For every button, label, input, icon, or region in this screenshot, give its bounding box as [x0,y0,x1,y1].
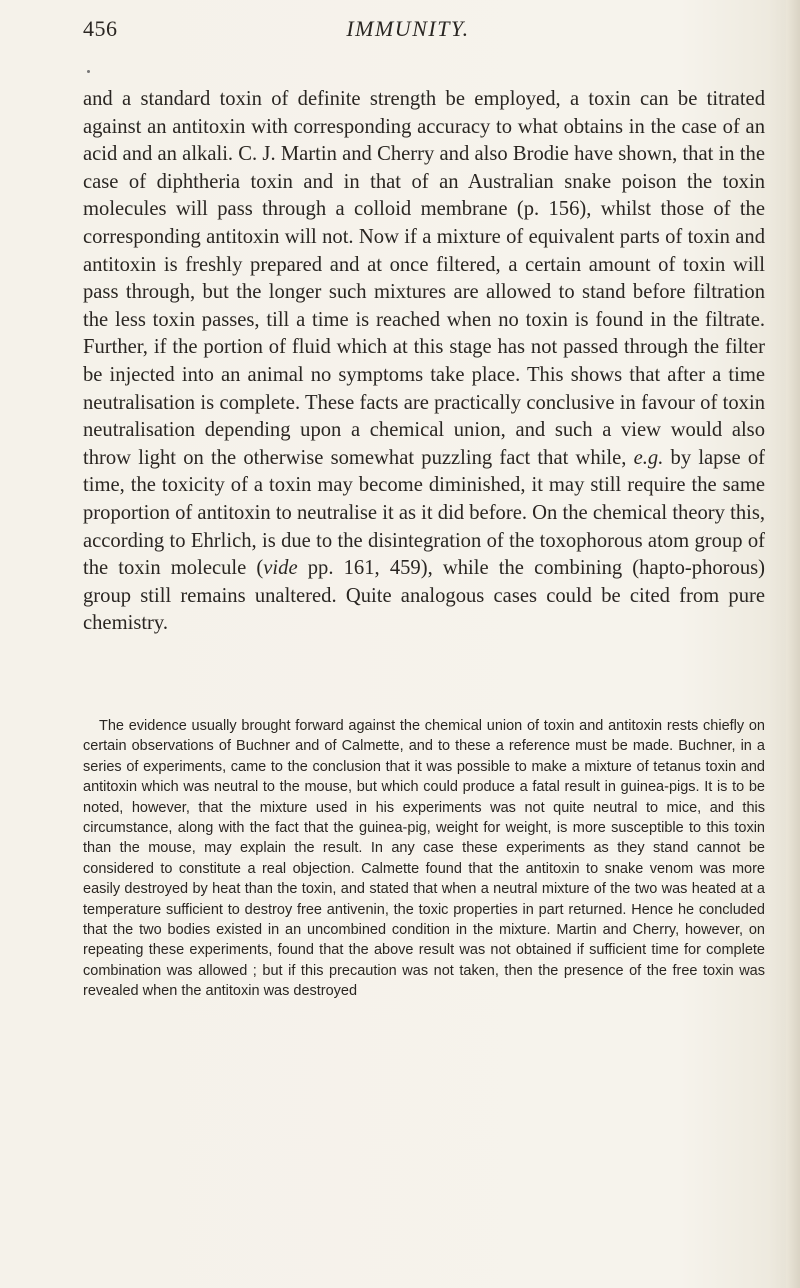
page-header [83,14,733,44]
italic-eg: e.g. [633,446,664,469]
page-number: 456 [83,16,118,41]
main-text [83,86,765,638]
small-print-paragraph: The evidence usually brought forward against the chemical union of toxin and antitoxin rests chiefly on certain observations of Buchner and of Calmette, and to these a reference must be made. Buchner, in a series of experiments, came to the conclusion that it was possible to make a mixture of tetanus toxin and antitoxin which was neutral to the mouse, but which could produce a fatal result in guinea-pigs. It is to be noted, however, that the mixture used in his experiments was not quite neutral to mice, and this circumstance, along with the fact that the guinea-pig, weight for weight, is more susceptible to this toxin than the mouse, may explain the result. In any case these experiments as they stand cannot be considered to constitute a real objection. Calmette found that the antitoxin to snake venom was more easily destroyed by heat than the toxin, and stated that when a neutral mixture of the two was heated at a temperature sufficient to destroy free antivenin, the toxic properties in part returned. Hence he concluded that the two bodies existed in an uncombined condition in the mixture. Martin and Cherry, however, on repeating these experiments, found that the above result was not obtained if sufficient time for complete combination was allowed ; but if this precaution was not taken, then the presence of the free toxin was revealed when the antitoxin was destroyed [83,718,765,1000]
text-run: pp. 161, 459), while the combining (hapto-phorous) group still remains unaltered. Quite analogous cases could be cited from pure chemistry. [83,557,765,635]
text-run: by lapse of time, the toxicity of a toxin may become diminished, it may still require the same proportion of antitoxin to neutralise it as it did before. On the chemical theory this, according to Ehrlich, is due to the disintegration of the toxophorous atom group of the toxin molecule ( [83,446,765,580]
page-edge [786,0,800,1288]
small-print-section [83,716,765,1002]
text-run: and a standard toxin of definite strength be employed, a toxin can be titrated against an antitoxin with corresponding accuracy to what obtains in the case of an acid and an alkali. C. J. Martin and Cherry and also Brodie have shown, that in the case of diphtheria toxin and in that of an Australian snake poison the toxin molecules will pass through a colloid membrane (p. 156), whilst those of the corresponding antitoxin will not. Now if a mixture of equivalent parts of toxin and antitoxin is freshly prepared and at once filtered, a certain amount of toxin will pass through, but the longer such mixtures are allowed to stand before filtration the less toxin passes, till a time is reached when no toxin is found in the filtrate. Further, if the portion of fluid which at this stage has not passed through the filter be injected into an animal no symptoms take place. This shows that after a time neutralisation is complete. These facts are practically conclusive in favour of toxin neutralisation depending upon a chemical union, and such a view would also throw light on the otherwise somewhat puzzling fact that while, [83,88,765,469]
italic-vide: vide [263,557,298,580]
running-head: IMMUNITY. [346,16,470,41]
paragraph [83,86,765,638]
print-speck [87,70,90,73]
